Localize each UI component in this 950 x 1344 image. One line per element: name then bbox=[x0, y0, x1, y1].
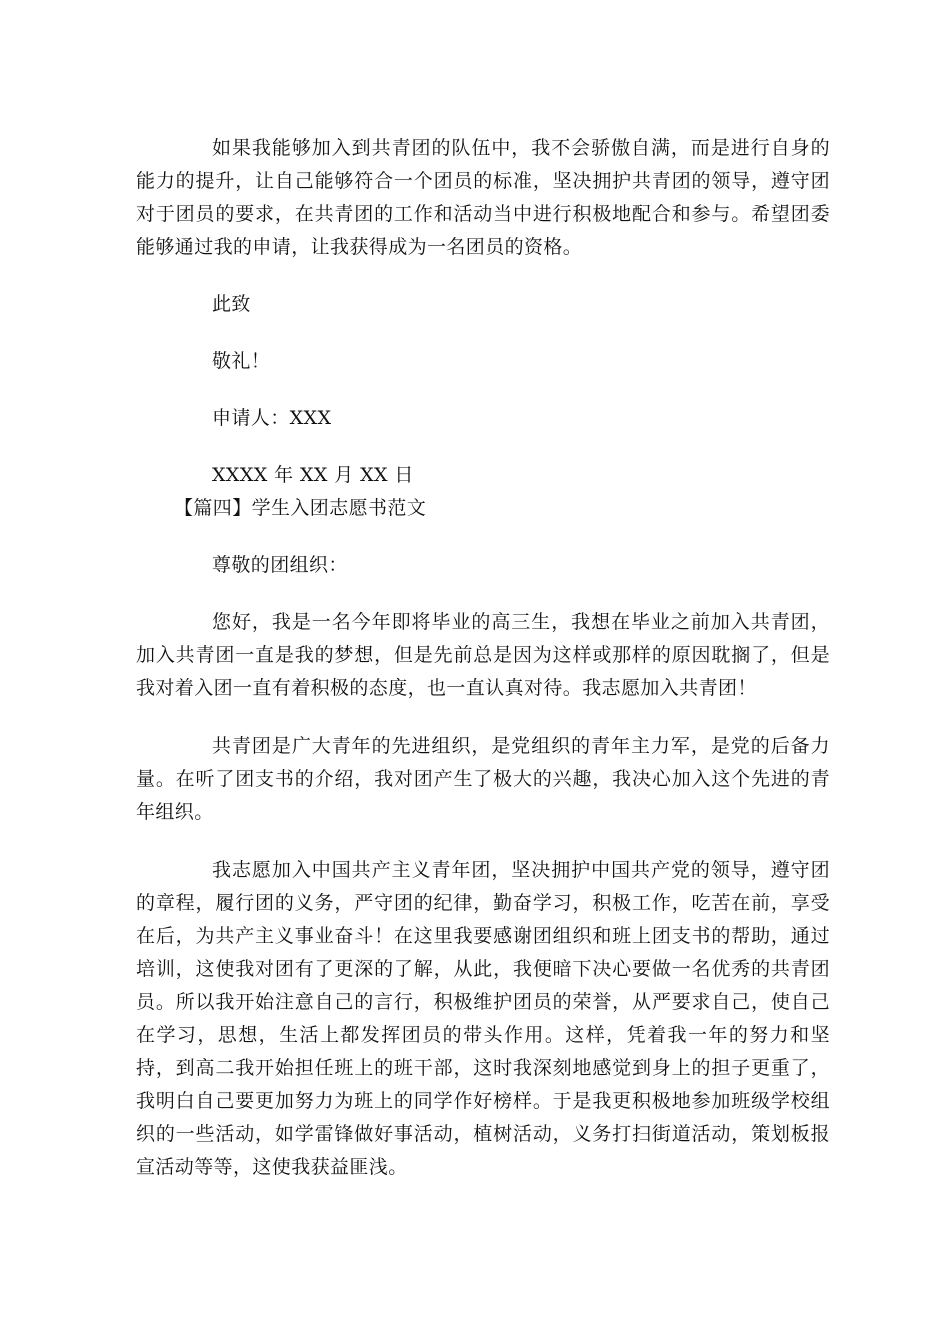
document-body bbox=[136, 132, 830, 1184]
closing-line-2: 敬礼！ bbox=[212, 350, 271, 372]
applicant-signature: 申请人：XXX bbox=[212, 407, 332, 429]
paragraph-commitment: 如果我能够加入到共青团的队伍中，我不会骄傲自满，而是进行自身的能力的提升，让自己能够符合一个团员的标准，坚决拥护共青团的领导，遵守团对于团员的要求，在共青团的工作和活动当中进行积极地配合和参与。希望团委能够通过我的申请，让我获得成为一名团员的资格。 bbox=[136, 137, 830, 258]
paragraph-league-intro: 共青团是广大青年的先进组织，是党组织的青年主力军，是党的后备力量。在听了团支书的介绍，我对团产生了极大的兴趣，我决心加入这个先进的青年组织。 bbox=[136, 735, 830, 823]
paragraph-greeting: 您好，我是一名今年即将毕业的高三生，我想在毕业之前加入共青团，加入共青团一直是我的梦想，但是先前总是因为这样或那样的原因耽搁了，但是我对着入团一直有着积极的态度，也一直认真对待。我志愿加入共青团！ bbox=[136, 611, 830, 699]
section-heading: 【篇四】学生入团志愿书范文 bbox=[174, 497, 427, 519]
closing-line-1: 此致 bbox=[212, 293, 251, 315]
salutation: 尊敬的团组织： bbox=[212, 554, 348, 576]
application-date: XXXX 年 XX 月 XX 日 bbox=[212, 464, 414, 486]
paragraph-volunteer: 我志愿加入中国共产主义青年团，坚决拥护中国共产党的领导，遵守团的章程，履行团的义务，严守团的纪律，勤奋学习，积极工作，吃苦在前，享受在后，为共产主义事业奋斗！在这里我要感谢团组织和班上团支书的帮助，通过培训，这使我对团有了更深的了解，从此，我便暗下决心要做一名优秀的共青团员。所以我开始注意自己的言行，积极维护团员的荣誉，从严要求自己，使自己在学习，思想，生活上都发挥团员的带头作用。这样，凭着我一年的努力和坚持，到高二我开始担任班上的班干部，这时我深刻地感觉到身上的担子更重了，我明白自己要更加努力为班上的同学作好榜样。于是我更积极地参加班级学校组织的一些活动，如学雷锋做好事活动，植树活动，义务打扫街道活动，策划板报宣活动等等，这使我获益匪浅。 bbox=[136, 859, 830, 1178]
